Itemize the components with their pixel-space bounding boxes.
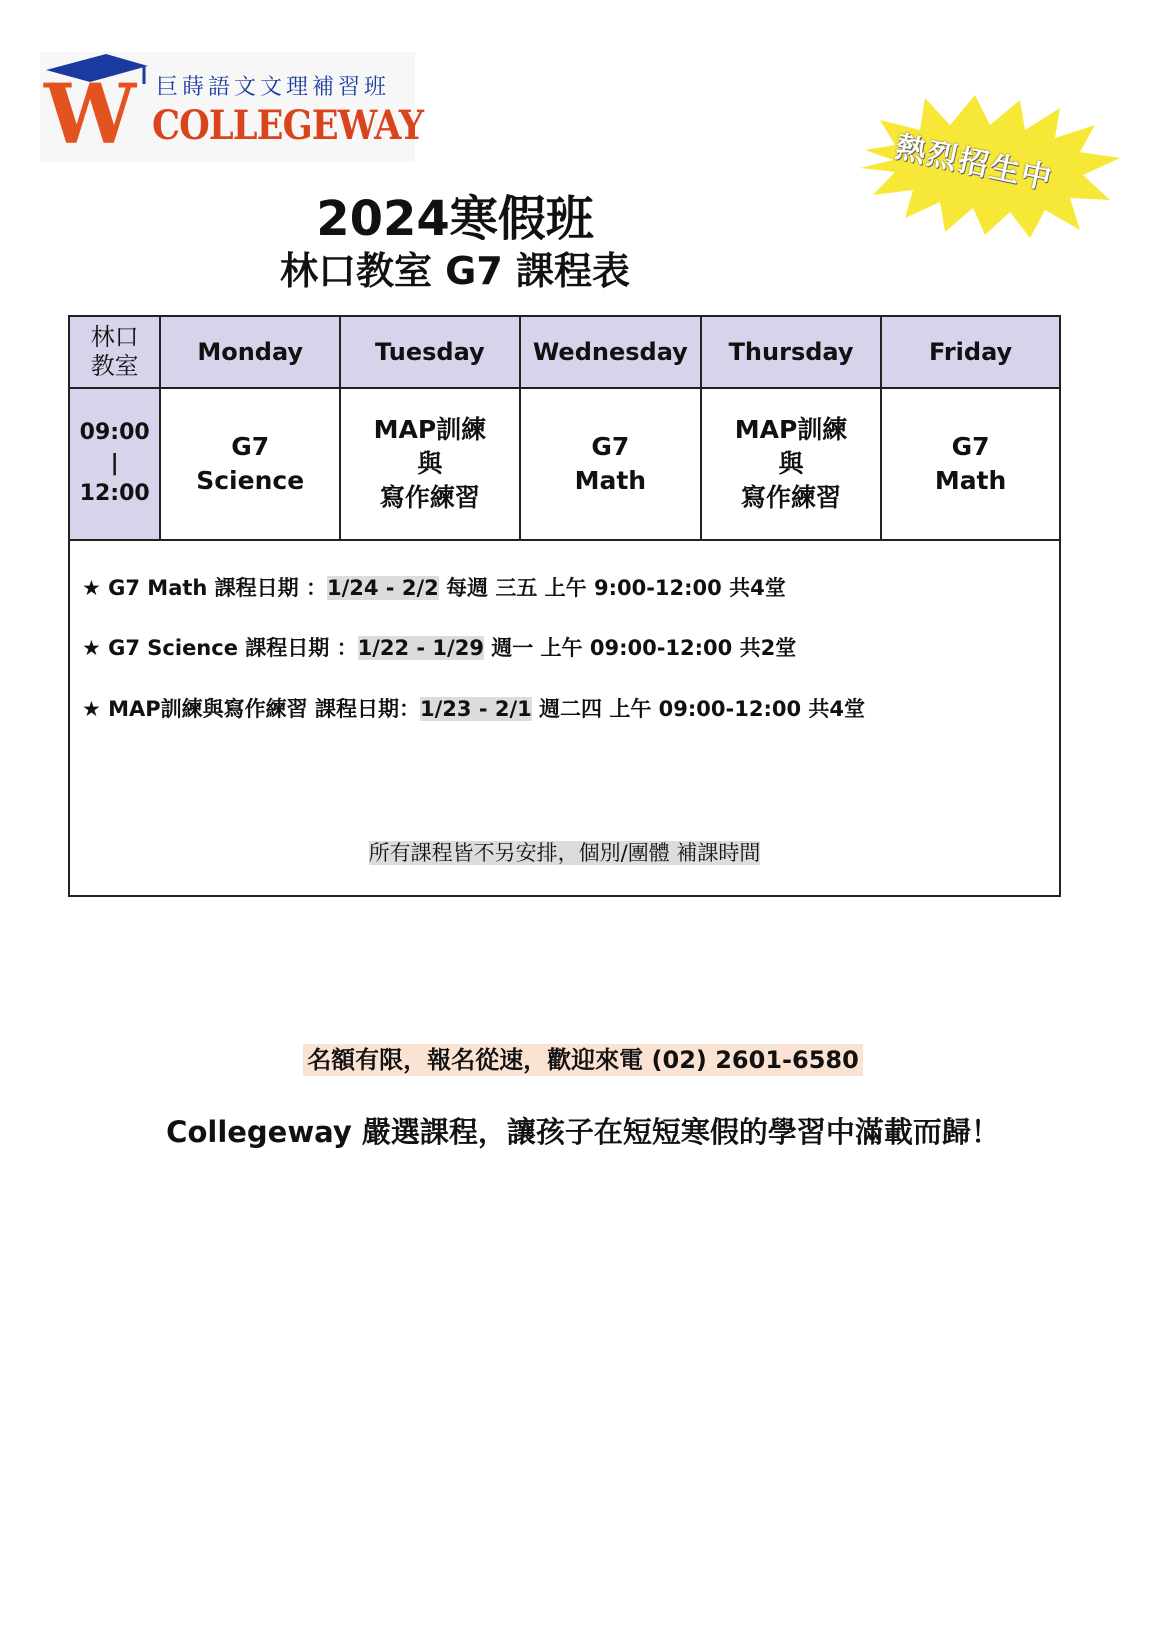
day-header-wednesday: Wednesday <box>520 316 701 388</box>
header-row <box>69 316 1060 388</box>
class-line: G7 <box>231 432 270 462</box>
schedule-table <box>68 315 1061 541</box>
class-line: G7 <box>951 432 990 462</box>
note-suffix: 每週 三五 上午 9:00-12:00 共4堂 <box>438 576 786 600</box>
enroll-line <box>0 1040 1166 1075</box>
time-start: 09:00 <box>79 419 150 445</box>
class-line: 與 <box>778 449 804 479</box>
enroll-text: 名額有限，報名從速，歡迎來電 (02) 2601-6580 <box>303 1044 863 1076</box>
day-header-tuesday: Tuesday <box>340 316 520 388</box>
class-line: G7 <box>591 432 630 462</box>
logo-w-letter: W <box>44 67 133 163</box>
corner-cell <box>69 316 160 388</box>
corner-line2: 教室 <box>90 352 139 380</box>
logo <box>40 52 424 163</box>
class-cell-thursday <box>701 388 881 540</box>
day-header-friday: Friday <box>881 316 1060 388</box>
note-dates: 1/22 - 1/29 <box>357 636 484 660</box>
class-line: Science <box>196 466 305 495</box>
class-cell-wednesday <box>520 388 701 540</box>
logo-english-name: COLLEGEWAY <box>152 102 424 149</box>
time-end: 12:00 <box>79 481 150 507</box>
page-title: 2024寒假班 <box>316 191 594 247</box>
note-map <box>82 693 865 723</box>
class-line: MAP訓練 <box>734 415 848 445</box>
note-prefix: ★ G7 Math 課程日期 ： <box>82 576 327 600</box>
logo-chinese-name: 巨蒔語文文理補習班 <box>156 75 391 100</box>
time-cell <box>69 388 160 540</box>
note-dates: 1/23 - 2/1 <box>420 697 532 721</box>
class-cell-monday <box>160 388 340 540</box>
note-science <box>82 632 796 662</box>
note-prefix: ★ G7 Science 課程日期 ： <box>82 636 358 660</box>
note-suffix: 週一 上午 09:00-12:00 共2堂 <box>483 636 797 660</box>
class-cell-friday <box>881 388 1060 540</box>
session-row <box>69 388 1060 540</box>
page-subtitle: 林口教室 G7 課程表 <box>279 249 631 293</box>
class-line: 寫作練習 <box>741 482 842 512</box>
note-final-text: 所有課程皆不另安排，個別/團體 補課時間 <box>368 841 761 865</box>
day-header-monday: Monday <box>160 316 340 388</box>
note-dates: 1/24 - 2/2 <box>326 576 439 600</box>
badge-text: 熱烈招生中 <box>892 129 1057 198</box>
note-math <box>82 572 786 602</box>
class-line: 寫作練習 <box>379 482 480 512</box>
class-line: MAP訓練 <box>373 415 487 445</box>
note-prefix: ★ MAP訓練與寫作練習 課程日期： <box>82 697 420 721</box>
note-no-makeup <box>70 837 1059 867</box>
slogan: Collegeway 嚴選課程，讓孩子在短短寒假的學習中滿載而歸！ <box>166 1115 1000 1149</box>
course-notes <box>68 537 1061 897</box>
class-line: Math <box>574 466 647 495</box>
day-header-thursday: Thursday <box>701 316 881 388</box>
class-line: 與 <box>417 449 443 479</box>
time-separator: | <box>110 450 119 476</box>
class-line: Math <box>934 466 1007 495</box>
note-suffix: 週二四 上午 09:00-12:00 共4堂 <box>531 697 866 721</box>
class-cell-tuesday <box>340 388 520 540</box>
corner-line1: 林口 <box>90 323 139 352</box>
